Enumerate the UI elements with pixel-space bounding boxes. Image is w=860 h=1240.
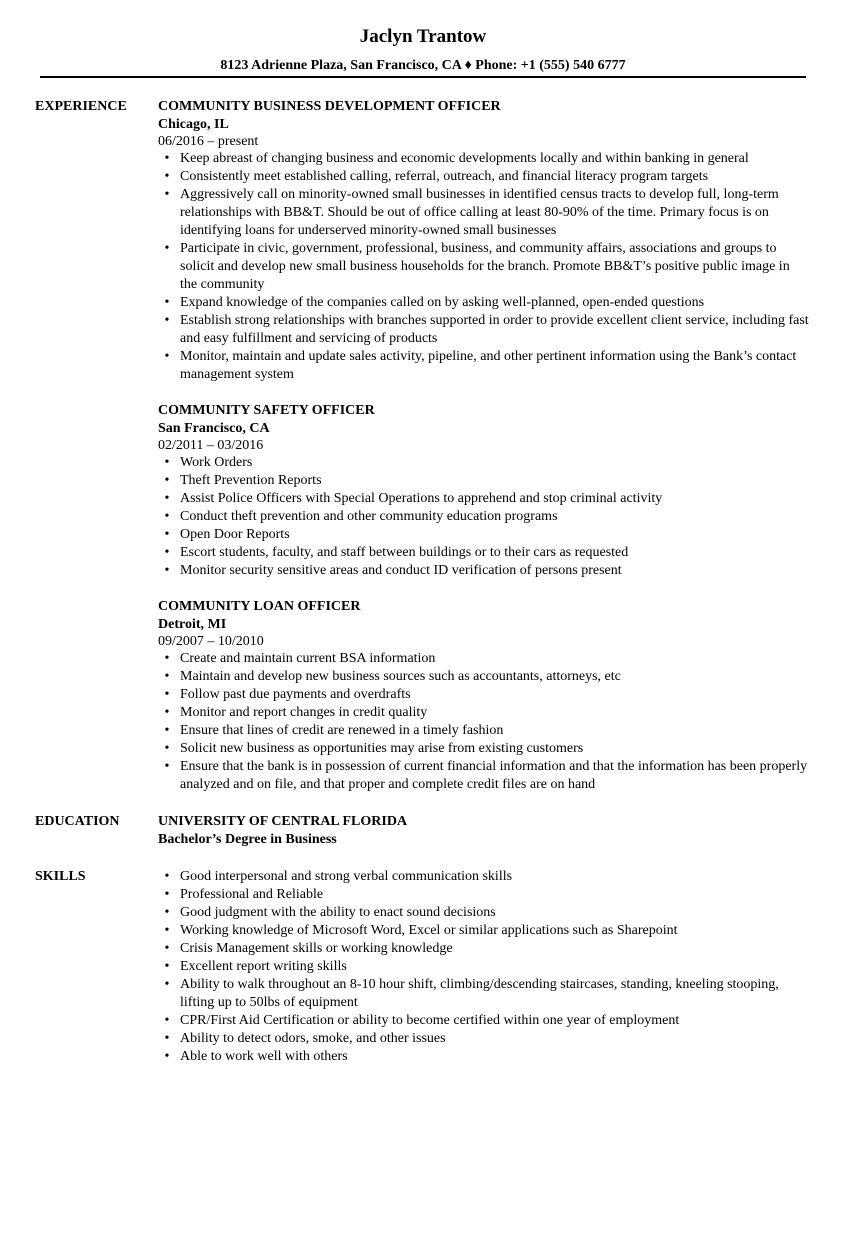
bullet-icon: • — [164, 923, 170, 938]
resume-body — [35, 98, 810, 1066]
list-item-text: Maintain and develop new business sources such as accountants, attorneys, etc — [180, 669, 621, 684]
list-item — [158, 886, 810, 904]
education-school: UNIVERSITY OF CENTRAL FLORIDA — [158, 814, 408, 829]
section-label-skills: SKILLS — [35, 869, 86, 884]
job-duties-list — [158, 150, 810, 384]
list-item-text: Good interpersonal and strong verbal communication skills — [180, 869, 513, 884]
list-item — [158, 958, 810, 976]
list-item-text: Create and maintain current BSA information — [180, 651, 436, 666]
section-label-education: EDUCATION — [35, 814, 120, 829]
list-item — [158, 472, 810, 490]
list-item-text: Open Door Reports — [180, 527, 290, 542]
job-location: Chicago, IL — [158, 117, 229, 132]
list-item — [158, 1012, 810, 1030]
list-item — [158, 940, 810, 958]
bullet-icon: • — [164, 1049, 170, 1064]
bullet-icon: • — [164, 705, 170, 720]
list-item — [158, 868, 810, 886]
list-item-text: Ensure that the bank is in possession of current financial information and that the information has been properly analyzed and on file, and that proper and complete credit files are on hand — [180, 759, 808, 792]
bullet-icon: • — [164, 977, 170, 992]
list-item — [158, 186, 810, 240]
list-item-text: Working knowledge of Microsoft Word, Excel or similar applications such as Sharepoint — [180, 923, 678, 938]
skills-body — [158, 868, 810, 1066]
list-item-text: CPR/First Aid Certification or ability to become certified within one year of employment — [180, 1013, 680, 1028]
list-item-text: Ability to detect odors, smoke, and other issues — [180, 1031, 446, 1046]
list-item-text: Able to work well with others — [180, 1049, 348, 1064]
section-label-experience: EXPERIENCE — [35, 99, 127, 114]
job-duties-list — [158, 650, 810, 794]
list-item-text: Monitor security sensitive areas and conduct ID verification of persons present — [180, 563, 622, 578]
job-title: COMMUNITY LOAN OFFICER — [158, 599, 361, 614]
list-item — [158, 1030, 810, 1048]
bullet-icon: • — [164, 509, 170, 524]
bullet-icon: • — [164, 169, 170, 184]
bullet-icon: • — [164, 687, 170, 702]
list-item — [158, 544, 810, 562]
education-degree: Bachelor’s Degree in Business — [158, 832, 337, 847]
bullet-icon: • — [164, 887, 170, 902]
bullet-icon: • — [164, 759, 170, 774]
list-item-text: Expand knowledge of the companies called on by asking well-planned, open-ended questions — [180, 295, 705, 310]
list-item — [158, 722, 810, 740]
bullet-icon: • — [164, 723, 170, 738]
list-item — [158, 976, 810, 1012]
education-entry — [158, 813, 810, 849]
list-item — [158, 526, 810, 544]
skills-section — [35, 868, 810, 1066]
list-item-text: Theft Prevention Reports — [180, 473, 322, 488]
job-location: Detroit, MI — [158, 617, 227, 632]
list-item-text: Monitor, maintain and update sales activity, pipeline, and other pertinent information using the Bank’s contact management system — [180, 349, 797, 382]
bullet-icon: • — [164, 295, 170, 310]
list-item — [158, 312, 810, 348]
bullet-icon: • — [164, 869, 170, 884]
job-entry — [158, 402, 810, 580]
job-title: COMMUNITY BUSINESS DEVELOPMENT OFFICER — [158, 99, 501, 114]
list-item-text: Work Orders — [180, 455, 253, 470]
list-item — [158, 348, 810, 384]
list-item — [158, 704, 810, 722]
list-item — [158, 240, 810, 294]
job-entry — [158, 598, 810, 794]
bullet-icon: • — [164, 651, 170, 666]
bullet-icon: • — [164, 941, 170, 956]
job-dates: 06/2016 – present — [158, 134, 259, 149]
list-item — [158, 668, 810, 686]
skills-list — [158, 868, 810, 1066]
job-dates: 02/2011 – 03/2016 — [158, 438, 264, 453]
list-item-text: Establish strong relationships with branches supported in order to provide excellent client service, including fast and easy fulfillment and servicing of products — [180, 313, 809, 346]
list-item — [158, 562, 810, 580]
candidate-name: Jaclyn Trantow — [359, 26, 487, 47]
bullet-icon: • — [164, 491, 170, 506]
education-section — [35, 813, 810, 849]
bullet-icon: • — [164, 1013, 170, 1028]
list-item — [158, 294, 810, 312]
bullet-icon: • — [164, 1031, 170, 1046]
bullet-icon: • — [164, 349, 170, 364]
resume-header — [40, 24, 806, 75]
list-item-text: Ability to walk throughout an 8-10 hour shift, climbing/descending staircases, standing, kneeling stooping, lifting up to 50lbs of equipment — [180, 977, 779, 1010]
contact-line: 8123 Adrienne Plaza, San Francisco, CA ♦ Phone: +1 (555) 540 6777 — [220, 58, 626, 73]
experience-list — [158, 98, 810, 794]
bullet-icon: • — [164, 527, 170, 542]
list-item-text: Follow past due payments and overdrafts — [180, 687, 411, 702]
experience-section — [35, 98, 810, 794]
list-item — [158, 758, 810, 794]
list-item-text: Escort students, faculty, and staff between buildings or to their cars as requested — [180, 545, 629, 560]
bullet-icon: • — [164, 187, 170, 202]
list-item-text: Participate in civic, government, professional, business, and community affairs, associations and groups to solicit and develop new small business households for the branch. Promote BB&T’s positive public image in the community — [180, 241, 790, 292]
bullet-icon: • — [164, 313, 170, 328]
bullet-icon: • — [164, 669, 170, 684]
list-item-text: Consistently meet established calling, referral, outreach, and financial literacy program targets — [180, 169, 709, 184]
list-item-text: Assist Police Officers with Special Operations to apprehend and stop criminal activity — [180, 491, 663, 506]
bullet-icon: • — [164, 455, 170, 470]
bullet-icon: • — [164, 741, 170, 756]
job-dates: 09/2007 – 10/2010 — [158, 634, 264, 649]
job-location: San Francisco, CA — [158, 421, 270, 436]
list-item — [158, 686, 810, 704]
list-item — [158, 508, 810, 526]
bullet-icon: • — [164, 241, 170, 256]
list-item-text: Monitor and report changes in credit quality — [180, 705, 428, 720]
list-item-text: Ensure that lines of credit are renewed in a timely fashion — [180, 723, 504, 738]
list-item — [158, 650, 810, 668]
bullet-icon: • — [164, 473, 170, 488]
list-item — [158, 490, 810, 508]
list-item-text: Solicit new business as opportunities may arise from existing customers — [180, 741, 584, 756]
job-title: COMMUNITY SAFETY OFFICER — [158, 403, 375, 418]
bullet-icon: • — [164, 151, 170, 166]
list-item-text: Good judgment with the ability to enact sound decisions — [180, 905, 496, 920]
list-item-text: Professional and Reliable — [180, 887, 324, 902]
list-item — [158, 904, 810, 922]
list-item-text: Crisis Management skills or working knowledge — [180, 941, 453, 956]
list-item — [158, 454, 810, 472]
bullet-icon: • — [164, 563, 170, 578]
list-item — [158, 168, 810, 186]
job-duties-list — [158, 454, 810, 580]
list-item — [158, 1048, 810, 1066]
list-item-text: Excellent report writing skills — [180, 959, 347, 974]
header-divider — [40, 76, 806, 78]
bullet-icon: • — [164, 959, 170, 974]
bullet-icon: • — [164, 905, 170, 920]
list-item-text: Aggressively call on minority-owned small businesses in identified census tracts to develop full, long-term relationships with BB&T. Should be out of office calling at least 80-90% of the time. Primary focus is on identifying loans for underserved minority-owned small businesses — [180, 187, 779, 238]
list-item-text: Keep abreast of changing business and economic developments locally and within banking in general — [180, 151, 749, 166]
list-item — [158, 740, 810, 758]
list-item — [158, 922, 810, 940]
list-item — [158, 150, 810, 168]
list-item-text: Conduct theft prevention and other community education programs — [180, 509, 558, 524]
bullet-icon: • — [164, 545, 170, 560]
job-entry — [158, 98, 810, 384]
